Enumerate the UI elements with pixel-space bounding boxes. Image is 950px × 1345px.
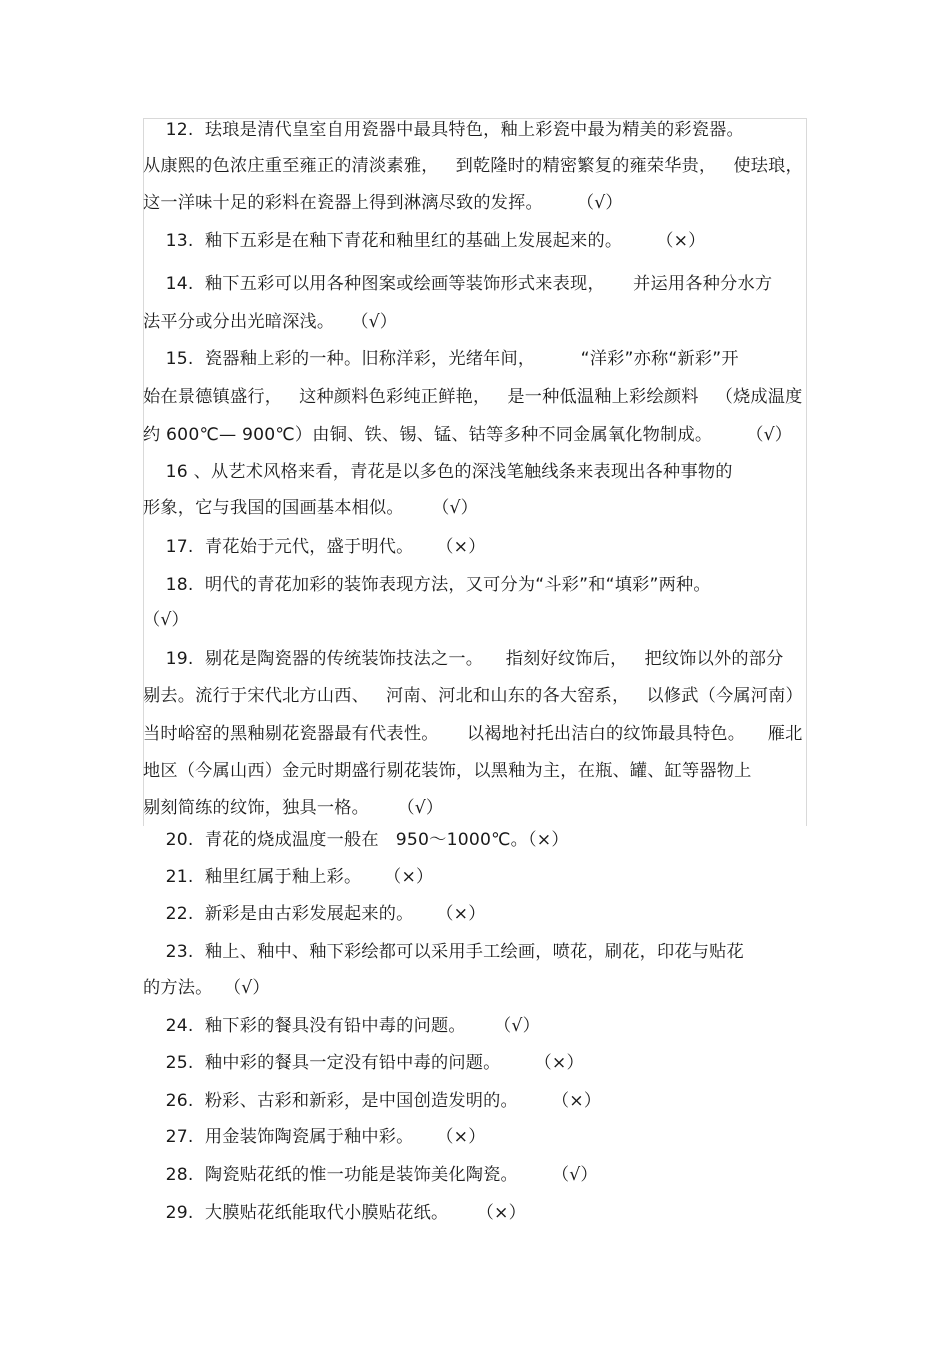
text-line: 15. 瓷器釉上彩的一种。旧称洋彩，光绪年间， “洋彩”亦称“新彩”开 <box>143 349 739 369</box>
text-line: 17. 青花始于元代，盛于明代。 （×） <box>143 537 486 557</box>
text-line: 这一洋味十足的彩料在瓷器上得到淋漓尽致的发挥。 （√） <box>143 193 623 213</box>
text-line: 26. 粉彩、古彩和新彩，是中国创造发明的。 （×） <box>143 1091 602 1111</box>
text-line: 地区（今属山西）金元时期盛行剔花装饰，以黑釉为主，在瓶、罐、缸等器物上 <box>143 761 752 781</box>
text-line: 从康熙的色浓庄重至雍正的清淡素雅， 到乾隆时的精密繁复的雍荣华贵， 使珐琅， <box>143 156 803 176</box>
text-line: 25. 釉中彩的餐具一定没有铅中毒的问题。 （×） <box>143 1053 584 1073</box>
text-line: 22. 新彩是由古彩发展起来的。 （×） <box>143 904 486 924</box>
text-line: 24. 釉下彩的餐具没有铅中毒的问题。 （√） <box>143 1016 540 1036</box>
text-line: 28. 陶瓷贴花纸的惟一功能是装饰美化陶瓷。 （√） <box>143 1165 598 1185</box>
text-line: 29. 大膜贴花纸能取代小膜贴花纸。 （×） <box>143 1203 527 1223</box>
text-line: 12. 珐琅是清代皇室自用瓷器中最具特色，釉上彩瓷中最为精美的彩瓷器。 <box>143 120 744 140</box>
text-line: 法平分或分出光暗深浅。 （√） <box>143 312 398 332</box>
text-line: 始在景德镇盛行， 这种颜料色彩纯正鲜艳， 是一种低温釉上彩绘颜料 （烧成温度 <box>143 387 803 407</box>
text-line: 27. 用金装饰陶瓷属于釉中彩。 （×） <box>143 1127 486 1147</box>
text-line: 14. 釉下五彩可以用各种图案或绘画等装饰形式来表现， 并运用各种分水方 <box>143 274 773 294</box>
text-line: 剔去。流行于宋代北方山西、 河南、河北和山东的各大窑系， 以修武（今属河南） <box>143 686 803 706</box>
text-line: （√） <box>143 610 189 630</box>
text-line: 20. 青花的烧成温度一般在 950～1000℃。（×） <box>143 830 569 850</box>
text-line: 形象，它与我国的国画基本相似。 （√） <box>143 498 479 518</box>
text-line: 13. 釉下五彩是在釉下青花和釉里红的基础上发展起来的。 （×） <box>143 231 706 251</box>
text-line: 18. 明代的青花加彩的装饰表现方法，又可分为“斗彩”和“填彩”两种。 <box>143 575 711 595</box>
text-line: 16 、从艺术风格来看，青花是以多色的深浅笔触线条来表现出各种事物的 <box>143 462 733 482</box>
text-line: 的方法。 （√） <box>143 978 270 998</box>
text-line: 19. 剔花是陶瓷器的传统装饰技法之一。 指刻好纹饰后， 把纹饰以外的部分 <box>143 649 784 669</box>
text-line: 约 600℃— 900℃）由铜、铁、锡、锰、钴等多种不同金属氧化物制成。 （√） <box>143 425 793 445</box>
text-line: 剔刻简练的纹饰，独具一格。 （√） <box>143 798 444 818</box>
text-line: 21. 釉里红属于釉上彩。 （×） <box>143 867 434 887</box>
text-line: 当时峪窑的黑釉剔花瓷器最有代表性。 以褐地衬托出洁白的纹饰最具特色。 雁北 <box>143 724 803 744</box>
text-line: 23. 釉上、釉中、釉下彩绘都可以采用手工绘画，喷花，刷花，印花与贴花 <box>143 942 744 962</box>
